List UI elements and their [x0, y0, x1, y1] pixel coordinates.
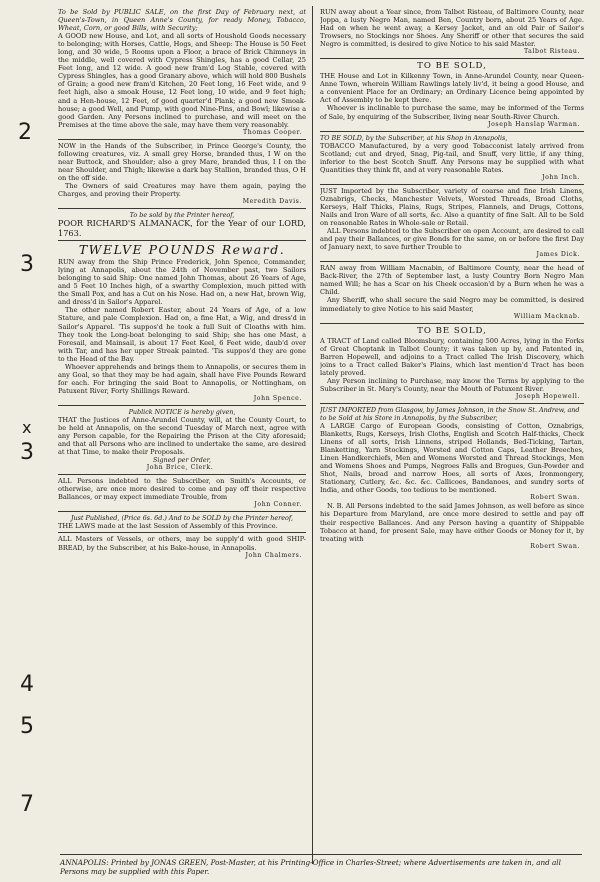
ad-body: A TRACT of Land called Bloomsbury, containing 500 Acres, lying in the Forks of Great Choptank in Talbot County; it was taken up by, and Patented in, Barren Hopewell, and adjoins to a Tract called The Irish Discovery, which joins to a Tract called Baker's Plains, which last mention'd Tract has been lately proved. — [320, 336, 584, 377]
ad-queens-town-sale — [58, 8, 306, 137]
margin-number-4: 4 — [20, 672, 34, 697]
margin-number-7: 7 — [20, 792, 34, 817]
ad-title: TO BE SOLD, — [417, 61, 487, 72]
ad-laws — [58, 514, 306, 530]
ad-body: The other named Robert Easter, about 24 Years of Age, of a low Stature, and pale Complexion. Had on, a fine Hat, a Wig, and dress'd in Sailor's Apparel. 'Tis suppos'd he took a full Suit of Cloaths with him. They took the Long-boat belonging to said Ship; she has one Mast, a Foresail, and Mainsail, is about 17 Feet Keel, 6 Feet wide, daub'd over with Tar, and has her upper Streak painted. 'Tis suppos'd they are gone to the Head of the Bay. — [58, 306, 306, 363]
ad-body: Any Person inclining to Purchase, may know the Terms by applying to the Subscriber in St. Mary's County, near the Mouth of Patuxent River. — [320, 376, 584, 393]
margin-number-5: 5 — [20, 714, 34, 739]
margin-number-2: 2 — [18, 120, 32, 145]
ad-signature: James Dick. — [536, 251, 580, 259]
ad-signature: Robert Swan. — [530, 494, 580, 502]
ad-body: ALL Persons indebted to the Subscriber on open Account, are desired to call and pay their Ballances, or give Bonds for the same, on or before the first Day of January next, to save further Trouble to — [320, 227, 584, 252]
ad-body: JUST Imported by the Subscriber, variety of coarse and fine Irish Linens, Oznabrigs, Checks, Manchester Velvets, Worsted Threads, Broad Cloths, Kerseys, Half Thicks, Plains, Rugs, Stripes, Flannels, and Drugs, Cottons, Nails and Iron Ware of all sorts, &c. Also a quantity of fine Salt. All to be Sold on reasonable Rates in Whole-sale or Retail. — [320, 186, 584, 228]
ad-signed: Signed per Order, — [152, 456, 212, 465]
ad-kilkenny-house — [320, 61, 584, 128]
divider — [58, 139, 306, 140]
ad-ship-bread — [58, 535, 306, 559]
ad-runaway-will — [320, 264, 584, 320]
ad-signature: John Conner. — [254, 501, 302, 509]
ad-imported-goods — [320, 187, 584, 259]
divider — [58, 511, 306, 512]
ad-signature: John Inch. — [542, 173, 580, 181]
ad-body: Whoever is inclinable to purchase the same, may be informed of the Terms of Sale, by enquiring of the Subscriber, living near South-River Church. — [320, 104, 584, 121]
ad-conner — [58, 477, 306, 509]
margin-mark-x: x — [22, 418, 32, 437]
ad-body: RAN away from William Macnabin, of Baltimore County, near the head of Back-River, the 27th of September last, a lusty Country Born Negro Man named Will; he has a Scar on his Cheek occasion'd by a Burn when he was a Child. — [320, 264, 584, 297]
ad-signature: Talbot Risteau. — [523, 48, 580, 56]
divider — [320, 261, 584, 262]
ad-signature: John Chalmers. — [245, 551, 302, 559]
ad-body: ALL Masters of Vessels, or others, may be supply'd with good SHIP-BREAD, by the Subscriber, at his Bake-house, in Annapolis. — [58, 535, 306, 552]
ad-body: The Owners of said Creatures may have them again, paying the Charges, and proving their Property. — [58, 181, 306, 199]
ad-body: Any Sheriff, who shall secure the said Negro may be committed, is desired immediately to give Notice to his said Master, — [320, 296, 584, 313]
ad-strays — [58, 142, 306, 206]
ad-signature: William Macknab. — [513, 312, 580, 320]
ad-lead: To be Sold by PUBLIC SALE, on the first Day of February next, at Queen's-Town, in Queen Anne's County, for ready Money, Tobacco, Wheat, Corn, or good Bills, with Security; — [58, 8, 306, 33]
ad-runaway-ben — [320, 8, 584, 56]
divider — [58, 240, 306, 241]
ad-nota-bene: N. B. All Persons indebted to the said James Johnson, as well before as since his Departure from Maryland, are once more desired to settle and pay off their respective Ballances. And any Person having a quantity of Shippable Tobacco at hand, for present Sale, may have either Goods or Money for it, by treating with — [320, 502, 584, 543]
ad-body: THE LAWS made at the last Session of Assembly of this Province. — [58, 522, 278, 531]
ad-signature: John Brice, Clerk. — [146, 464, 214, 472]
ad-title: POOR RICHARD'S ALMANACK, for the Year of our LORD, 1763. — [58, 218, 306, 238]
ad-title: TO BE SOLD, by the Subscriber, at his Shop in Annapolis, — [320, 133, 508, 142]
divider — [58, 208, 306, 209]
divider — [320, 323, 584, 324]
ad-body: A LARGE Cargo of European Goods, consisting of Cotton, Oznabrigs, Blanketts, Rugs, Kerseys, Irish Cloths, English and Scotch Half-thicks, Check Linens of all sorts, Irish Linnens, striped Hollands, Bed-Ticking, Tartan, Blanketting, Yarn Stockings, Worsted and Cotton Caps, Leather Breeches, Linen Handkerchiefs, Men and Womens Worsted and Thread Stockings, Men and Womens Shoes and Pumps, Negroes Falls and Brogues, Gun-Powder and Shot, Nails, broad and narrow Hoes, all sorts of Axes, Ironmongery, Stationary, Cutlery, &c. &c. &c. Callicoes, Bandanoes, and sundry sorts of India, and other Goods, too tedious to be mentioned. — [320, 421, 584, 495]
ad-body: RUN away about a Year since, from Talbot Risteau, of Baltimore County, near Joppa, a lusty Negro Man, named Ben, Country born, about 25 Years of Age. Had on when he went away, a Kersey Jacket, and an old Pair of Sailor's Trowsers, no Stockings nor Shoes. Any Sheriff or other that secures the said Negro is committed, is desired to give Notice to his said Master. — [320, 8, 584, 49]
ad-title: TO BE SOLD, — [417, 325, 487, 336]
ad-signature: Thomas Cooper. — [243, 128, 302, 136]
ad-body: THAT the Justices of Anne-Arundel County, will, at the County Court, to be held at Annapolis, on the second Tuesday of March next, agree with any Person capable, for the Repairing the Prison at the City aforesaid; and that all Persons who are inclined to undertake the same, are desired at that Time, to make their Proposals. — [58, 415, 306, 457]
ad-bloomsbury — [320, 326, 584, 401]
ad-body: Whoever apprehends and brings them to Annapolis, or secures them in any Goal, so that they may be had again, shall have Five Pounds Reward for each. For bringing the said Boat to Annapolis, or Nottingham, on Patuxent River, Forty Shillings Reward. — [58, 362, 306, 395]
ad-subhead: Publick NOTICE is hereby given, — [128, 407, 236, 416]
ad-signature: Meredith Davis. — [242, 198, 302, 206]
ad-signature: Robert Swan. — [530, 542, 580, 550]
divider — [320, 131, 584, 132]
divider — [320, 58, 584, 59]
ad-tobacco — [320, 134, 584, 182]
ad-signature: John Spence. — [253, 394, 302, 402]
ad-body: THE House and Lot in Kilkenny Town, in Anne-Arundel County, near Queen-Anne Town, wherein William Rawlings lately liv'd, it being a good House, and a convenient Place for an Ordinary; an Ordinary Licence being appointed by Act of Assembly to be kept there. — [320, 72, 584, 105]
ad-glasgow-import — [320, 406, 584, 551]
ad-body: ALL Persons indebted to the Subscriber, on Smith's Accounts, or otherwise, are once more desired to come and pay off their respective Ballances, or may expect immediate Trouble, from — [58, 477, 306, 502]
ad-subhead: JUST IMPORTED from Glasgow, by James Johnson, in the Snow St. Andrew, and to be Sold at his Store in Annapolis, by the Subscriber, — [320, 405, 580, 422]
ad-body: A GOOD new House, and Lot, and all sorts of Houshold Goods necessary to belonging; with Horses, Cattle, Hogs, and Sheep: The House is 50 Feet long, and 30 wide, 5 Rooms upon a Floor, a brace of Brick Chimneys in the middle, well covered with Cypress Shingles, has a good Cellar, 25 Feet long, and 12 wide. A good new fram'd Log Stable, covered with Cypress Shingles, has a good Granary above, which will hold 800 Bushels of Grain; a good new fram'd Kitchen, 20 Feet long, 16 Feet wide, and 9 feet high, also a smoak House, 12 Feet long, 10 wide, and 9 feet high; and a Hen-house, 12 Feet, of good quarter'd Plank; a good new Smoak-house; a good Well, and Pump, with good Nine-Pins, and Bowl; likewise a good Garden. Any Persons inclined to purchase, and will meet on the Premises at the time above the sale, may have them very reasonably. — [58, 32, 306, 129]
ad-justices-notice — [58, 408, 306, 472]
margin-number-3: 3 — [20, 252, 34, 277]
ad-almanack — [58, 211, 306, 238]
ad-body: NOW in the Hands of the Subscriber, in Prince George's County, the following creatures, viz. A small grey Horse, branded thus, I W on the near Buttock, and Shoulder; also a grey Mare, branded thus, I I on the near Shoulder, and Thigh; likewise a dark bay Stallion, branded thus, O H on the off side. — [58, 141, 306, 182]
ad-title: TWELVE POUNDS Reward. — [78, 242, 286, 258]
left-column — [58, 8, 306, 854]
ad-subhead: Just Published, (Price 6s. 6d.) And to be SOLD by the Printer hereof, — [70, 514, 294, 523]
ad-body: TOBACCO Manufactured, by a very good Tobacconist lately arrived from Scotland; cut and dryed, Snag, Pig-tail, and Snuff, very little, if any thing, inferior to the best Scotch Snuff. Any Persons may be supplied with what Quantities they think fit, and at very reasonable Rates. — [320, 141, 584, 174]
divider — [58, 532, 306, 533]
ad-subhead: To be sold by the Printer hereof, — [129, 211, 235, 220]
divider — [58, 474, 306, 475]
divider — [320, 403, 584, 404]
divider — [320, 184, 584, 185]
printer-imprint: ANNAPOLIS: Printed by JONAS GREEN, Post-Master, at his Printing-Office in Charles-Street; where Advertisements are taken in, and all Persons may be supplied with this Paper. — [60, 854, 582, 876]
ad-signature: Joseph Hopewell. — [515, 392, 580, 400]
ad-twelve-pounds — [58, 243, 306, 403]
ad-body: RUN away from the Ship Prince Frederick, John Spence, Commander, lying at Annapolis, about the 24th of November past, two Sailors belonging to said Ship: One named John Thomas, about 26 Years of Age, and 5 Feet 10 Inches high, of a swarthy Complexion, much pitted with the Small Pox, and has a Cut on his Nose. Had on, a new Hat, brown Wig, and dress'd in Sailor's Apparel. — [58, 258, 306, 307]
ad-signature: Joseph Hanslap Warman. — [488, 120, 580, 128]
divider — [58, 405, 306, 406]
right-column — [320, 8, 584, 858]
margin-number-3b: 3 — [20, 440, 34, 465]
column-divider — [312, 6, 313, 864]
